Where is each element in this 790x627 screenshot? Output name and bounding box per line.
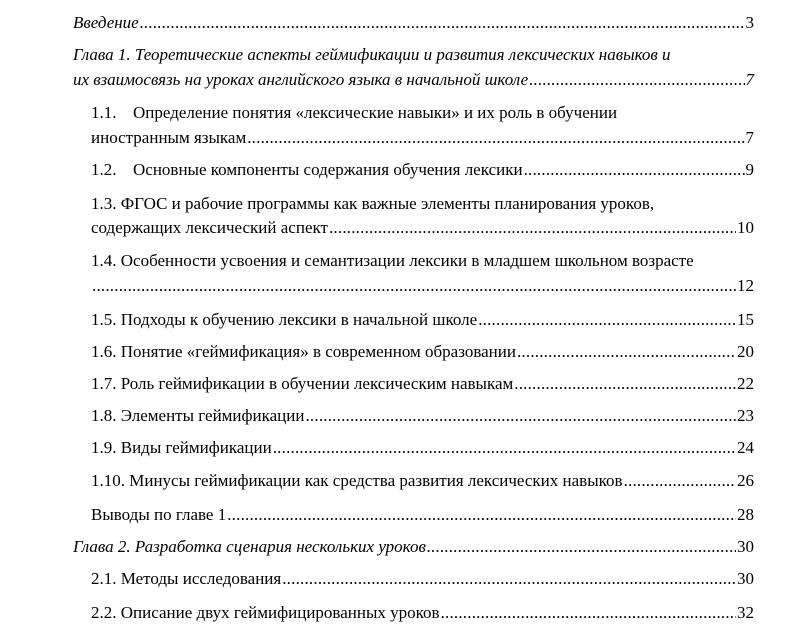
toc-entry-title: иностранным языкам (91, 128, 247, 147)
toc-leader-dots (517, 342, 736, 362)
toc-leader-dots (524, 160, 745, 180)
toc-page-number: 32 (737, 603, 754, 622)
toc-entry-title: Глава 2. Разработка сценария нескольких уроков (73, 537, 426, 556)
toc-entry-title: Выводы по главе 1 (91, 505, 227, 524)
toc-entry-1-2[interactable] (91, 160, 754, 180)
toc-entry-1-5[interactable] (91, 310, 754, 330)
toc-page-number: 22 (737, 374, 754, 393)
toc-entry-title: их взаимосвязь на уроках английского языка в начальной школе (73, 70, 529, 89)
toc-entry-title: 2.2. Описание двух геймифицированных уроков (91, 603, 440, 622)
toc-entry-title: 1.5. Подходы к обучению лексики в начальной школе (91, 310, 478, 329)
toc-entry-title: Основные компоненты содержания обучения лексики (133, 160, 523, 179)
toc-page-number: 9 (745, 160, 754, 179)
toc-leader-dots (624, 471, 736, 491)
toc-leader-dots (514, 374, 736, 394)
toc-leader-dots (427, 537, 736, 557)
toc-entry-title: 1.3. ФГОС и рабочие программы как важные элементы планирования уроков, (91, 194, 655, 213)
toc-entry-2-1[interactable] (91, 569, 754, 589)
toc-entry-1-8[interactable] (91, 406, 754, 426)
toc-page-number: 7 (745, 128, 754, 147)
toc-entry-1-4-line1[interactable] (91, 251, 694, 271)
toc-page-number: 3 (745, 13, 754, 32)
toc-page-number: 30 (737, 537, 754, 556)
toc-entry-1-3-line1[interactable] (91, 194, 654, 214)
toc-entry-title: Определение понятия «лексические навыки» и их роль в обучении (133, 103, 618, 122)
toc-page-number: 7 (745, 70, 754, 89)
toc-entry-1-3[interactable] (91, 218, 754, 238)
toc-entry-1-7[interactable] (91, 374, 754, 394)
toc-entry-title: содержащих лексический аспект (91, 218, 328, 237)
toc-entry-title: 1.9. Виды геймификации (91, 438, 272, 457)
toc-entry-conclusions-1[interactable] (91, 505, 754, 525)
toc-entry-1-6[interactable] (91, 342, 754, 362)
toc-leader-dots (529, 70, 744, 90)
toc-page-number: 28 (737, 505, 754, 524)
toc-page-number: 12 (737, 276, 754, 295)
toc-leader-dots (92, 276, 736, 296)
toc-entry-1-4[interactable] (91, 276, 754, 296)
toc-entry-title: 2.1. Методы исследования (91, 569, 282, 588)
toc-leader-dots (273, 438, 736, 458)
toc-leader-dots (227, 505, 736, 525)
toc-page-number: 30 (737, 569, 754, 588)
toc-entry-title: Глава 1. Теоретические аспекты геймификации и развития лексических навыков и (73, 45, 671, 64)
toc-entry-2-2[interactable] (91, 603, 754, 623)
toc-leader-dots (282, 569, 736, 589)
toc-entry-title: Введение (73, 13, 139, 32)
toc-entry-chapter2[interactable] (73, 537, 754, 557)
toc-leader-dots (441, 603, 736, 623)
toc-entry-1-10[interactable] (91, 471, 754, 491)
toc-entry-chapter1[interactable] (73, 70, 754, 90)
toc-leader-dots (305, 406, 736, 426)
toc-entry-title: 1.6. Понятие «геймификация» в современном образовании (91, 342, 516, 361)
toc-entry-1-9[interactable] (91, 438, 754, 458)
toc-leader-dots (478, 310, 736, 330)
toc-page-number: 15 (737, 310, 754, 329)
toc-entry-title: 1.10. Минусы геймификации как средства развития лексических навыков (91, 471, 623, 490)
toc-leader-dots (247, 128, 744, 148)
toc-leader-dots (329, 218, 736, 238)
toc-page-number: 10 (737, 218, 754, 237)
toc-section-number: 1.1. (91, 103, 117, 122)
toc-entry-title: 1.8. Элементы геймификации (91, 406, 305, 425)
toc-entry-chapter1-line1[interactable] (73, 45, 671, 65)
toc-page-number: 20 (737, 342, 754, 361)
toc-entry-intro[interactable] (73, 13, 754, 33)
toc-entry-title: 1.7. Роль геймификации в обучении лексическим навыкам (91, 374, 514, 393)
toc-entry-1-1[interactable] (91, 128, 754, 148)
toc-page-number: 23 (737, 406, 754, 425)
toc-page-number: 24 (737, 438, 754, 457)
toc-leader-dots (140, 13, 745, 33)
toc-entry-1-1-line1[interactable] (91, 103, 617, 123)
toc-page-number: 26 (737, 471, 754, 490)
toc-section-number: 1.2. (91, 160, 117, 179)
toc-entry-title: 1.4. Особенности усвоения и семантизации лексики в младшем школьном возрасте (91, 251, 694, 270)
